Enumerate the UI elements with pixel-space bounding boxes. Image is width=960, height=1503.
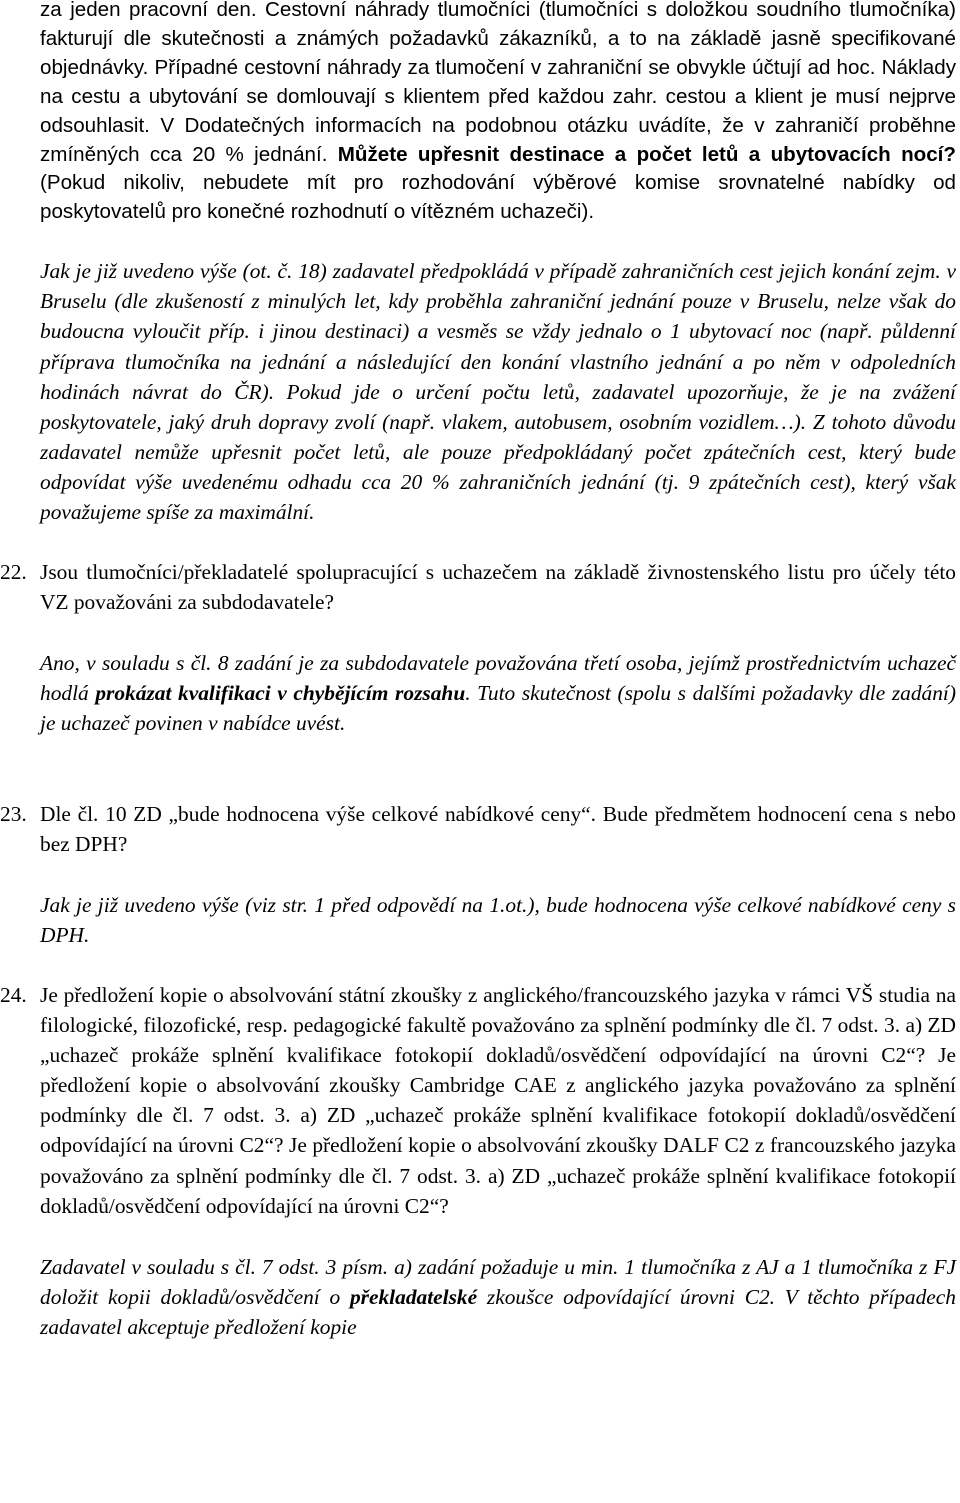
answer-text: Zadavatel v souladu s čl. 7 odst. 3 písm. a) zadání požaduje u min. 1 tlumočníka z AJ a 1 tlumočníka z FJ doložit kopii dokladů/osvědčení o	[40, 1254, 956, 1309]
question-23	[0, 799, 956, 859]
question-text: Dle čl. 10 ZD „bude hodnocena výše celkové nabídkové ceny“. Bude předmětem hodnocení cena s nebo bez DPH?	[40, 801, 956, 856]
answer-emphasis: překladatelské	[349, 1284, 478, 1309]
question-24	[0, 980, 956, 1221]
intro-text: za jeden pracovní den. Cestovní náhrady tlumočníci (tlumočníci s doložkou soudního tlumočníka) fakturují dle skutečnosti a známých požadavků zákazníků, a to na základě jasně specifikované objednávky. Případné cestovní náhrady za tlumočení v zahraniční se obvykle účtují ad hoc. Náklady na cestu a ubytování se domlouvají s klientem před každou zahr. cestou a klient je musí nejprve odsouhlasit. V Dodatečných informacích na podobnou otázku uvádíte, že v zahraničí proběhne zmíněných cca 20 % jednání.	[40, 0, 956, 166]
answer-text-end: . Tuto skutečnost (spolu s dalšími požadavky dle zadání) je uchazeč povinen v nabídce uvést.	[40, 681, 956, 736]
question-number: 24.	[0, 982, 27, 1007]
question-number: 22.	[0, 560, 27, 585]
question-text: Je předložení kopie o absolvování státní zkoušky z anglického/francouzského jazyka v rámci VŠ studia na filologické, filozofické, resp. pedagogické fakultě považováno za splnění podmínky dle čl. 7 odst. 3. a) ZD „uchazeč prokáže splnění kvalifikace fotokopií dokladů/osvědčení odpovídající na úrovni C2“? Je předložení kopie o absolvování zkoušky Cambridge CAE z anglického jazyka považováno za splnění podmínky dle čl. 7 odst. 3. a) ZD „uchazeč prokáže splnění kvalifikace fotokopií dokladů/osvědčení odpovídající na úrovni C2“? Je předložení kopie o absolvování zkoušky DALF C2 z francouzského jazyka považováno za splnění podmínky dle čl. 7 odst. 3. a) ZD „uchazeč prokáže splnění kvalifikace fotokopií dokladů/osvědčení odpovídající na úrovni C2“?	[40, 982, 956, 1218]
question-number: 23.	[0, 801, 27, 826]
question-text: Jsou tlumočníci/překladatelé spolupracující s uchazečem na základě živnostenského listu pro účely této VZ považováni za subdodavatele?	[40, 560, 956, 615]
intro-bold-question: Můžete upřesnit destinace a počet letů a ubytovacích nocí?	[337, 142, 956, 166]
answer-23: Jak je již uvedeno výše (viz str. 1 před odpovědí na 1.ot.), bude hodnocena výše celkové nabídkové ceny s DPH.	[40, 892, 956, 947]
answer-24	[40, 1252, 956, 1342]
intro-tail: (Pokud nikoliv, nebudete mít pro rozhodování výběrové komise srovnatelné nabídky od poskytovatelů pro konečné rozhodnutí o vítězném uchazeči).	[40, 171, 956, 224]
answer-21: Jak je již uvedeno výše (ot. č. 18) zadavatel předpokládá v případě zahraničních cest jejich konání zejm. v Bruselu (dle zkušeností z minulých let, kdy proběhla zahraniční jednání pouze v Bruselu, nelze však do budoucna vyloučit příp. i jinou destinaci) a vesměs se vždy jednalo o 1 ubytovací noc (např. půldenní příprava tlumočníka na jednání a následující den konání vlastního jednání a po něm v odpoledních hodinách návrat do ČR). Pokud jde o určení počtu letů, zadavatel upozorňuje, že je na zvážení poskytovatele, jaký druh dopravy zvolí (např. vlakem, autobusem, osobním vozidlem…). Z tohoto důvodu zadavatel nemůže upřesnit počet letů, ale pouze předpokládaný počet zpátečních cest, který bude odpovídat výše uvedenému odhadu cca 20 % zahraničních jednání (tj. 9 zpátečních cest), který však považujeme spíše za maximální.	[40, 259, 956, 524]
question-22	[0, 557, 956, 617]
intro-paragraph	[40, 0, 956, 227]
answer-emphasis: prokázat kvalifikaci v chybějícím rozsahu	[95, 681, 466, 706]
answer-text-end: zkoušce odpovídající úrovni C2. V těchto případech zadavatel akceptuje předložení kopie	[40, 1284, 956, 1339]
answer-text: Ano, v souladu s čl. 8 zadání je za subdodavatele považována třetí osoba, jejímž prostřednictvím uchazeč hodlá	[40, 651, 956, 706]
answer-22	[40, 648, 956, 738]
